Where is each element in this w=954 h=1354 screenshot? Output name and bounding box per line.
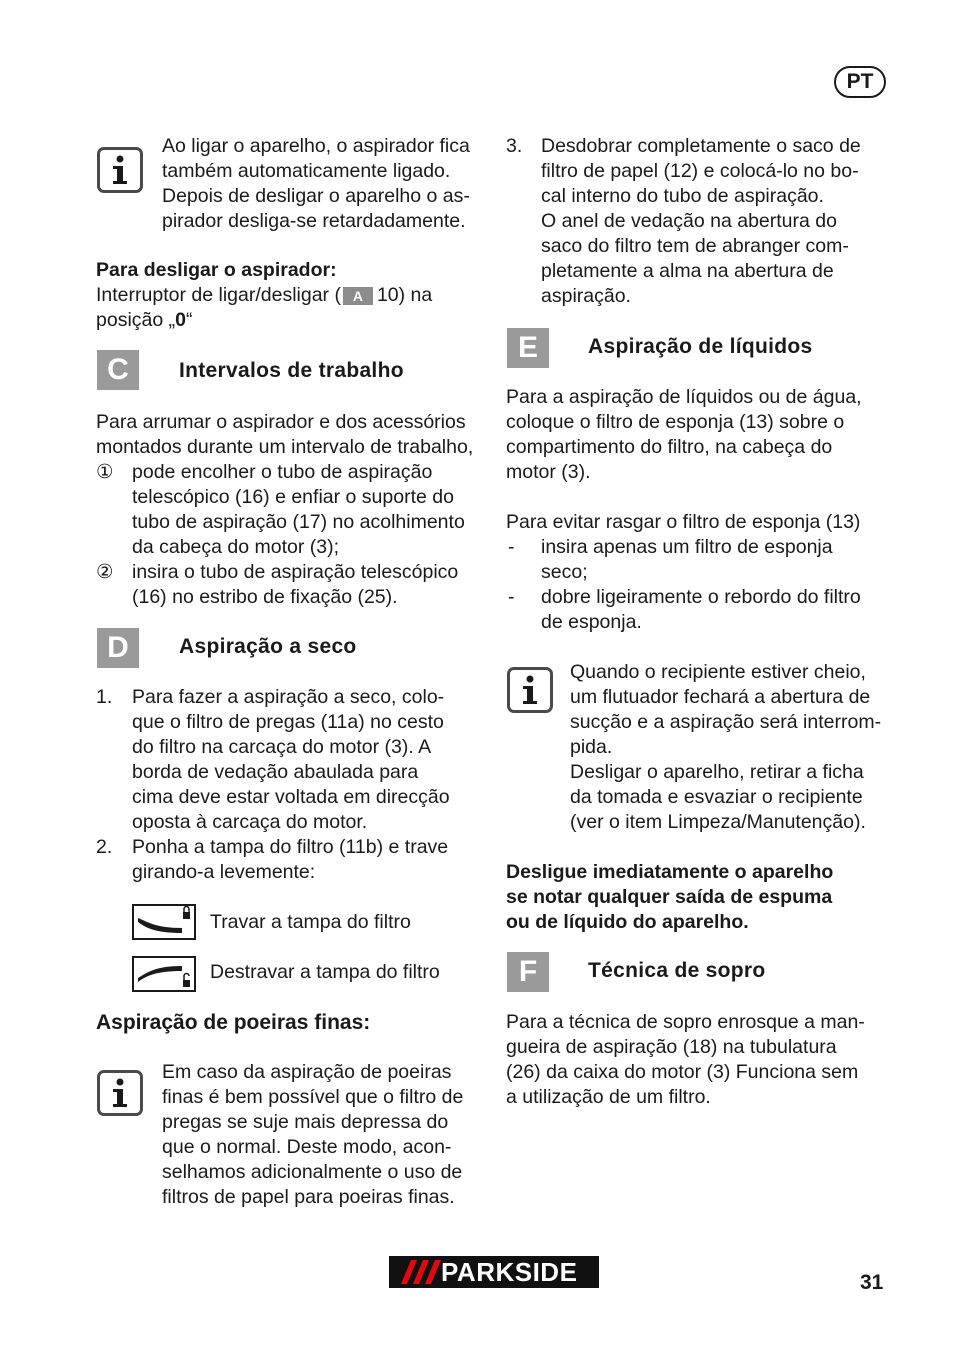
info-icon	[97, 1070, 143, 1116]
list-item: Para fazer a aspiração a seco, colo- que o filtro de pregas (11a) no cesto do filtro na carcaça do motor (3). A borda de vedação abaulada para cima deve estar voltada em direcção oposta à carcaça do motor.	[132, 686, 450, 833]
warning-text: Desligue imediatamente o aparelho se notar qualquer saída de espuma ou de líquido do aparelho.	[506, 861, 834, 933]
section-e-marker: E	[507, 328, 549, 368]
lock-filter-lid-icon	[132, 904, 196, 940]
info-note-fine-dust: Em caso da aspiração de poeiras finas é bem possível que o filtro de pregas se suje mais depressa do que o normal. Deste modo, acon- selhamos adicionalmente o uso de filtros de papel para poeiras finas.	[162, 1061, 464, 1208]
section-e-paragraph-2: Para evitar rasgar o filtro de esponja (13)	[506, 511, 861, 533]
list-marker: 1.	[96, 686, 113, 708]
section-d-marker: D	[97, 628, 139, 668]
list-marker: 2.	[96, 836, 113, 858]
info-note-float: Quando o recipiente estiver cheio, um flutuador fechará a abertura de sucção e a aspiração será interrom- pida. Desligar o aparelho, retirar a ficha da tomada e esvaziar o recipiente (ver o item Limpeza/Manutenção).	[570, 661, 882, 833]
unlock-filter-lid-icon	[132, 956, 196, 992]
page-number: 31	[860, 1271, 884, 1294]
list-marker: ①	[96, 461, 114, 483]
fine-dust-title: Aspiração de poeiras finas:	[96, 1011, 371, 1034]
info-icon	[507, 667, 553, 713]
list-item: Desdobrar completamente o saco de filtro de papel (12) e colocá-lo no bo- cal interno do tubo de aspiração. O anel de vedação na abertura do saco do filtro tem de abranger com- pletamente a alma na abertura de aspiração.	[541, 135, 861, 307]
list-item: insira apenas um filtro de esponja seco;	[541, 536, 833, 583]
list-item: Ponha a tampa do filtro (11b) e trave girando-a levemente:	[132, 836, 449, 883]
section-f-marker: F	[507, 952, 549, 992]
section-c-marker: C	[97, 350, 139, 390]
brand-name: PARKSIDE	[441, 1257, 578, 1287]
section-e-title: Aspiração de líquidos	[588, 335, 813, 358]
section-f-title: Técnica de sopro	[588, 959, 766, 982]
bullet-marker: -	[508, 536, 515, 558]
section-c-intro: Para arrumar o aspirador e dos acessórios montados durante um intervalo de trabalho,	[96, 411, 474, 458]
section-e-paragraph: Para a aspiração de líquidos ou de água, coloque o filtro de esponja (13) sobre o compartimento do filtro, na cabeça do motor (3).	[506, 386, 862, 483]
section-f-paragraph: Para a técnica de sopro enrosque a man- gueira de aspiração (18) na tubulatura (26) da caixa do motor (3) Funciona sem a utilização de um filtro.	[506, 1011, 865, 1108]
info-icon	[97, 147, 143, 193]
language-badge: PT	[834, 66, 886, 98]
figure-a-badge: A	[343, 287, 373, 305]
parkside-logo	[389, 1256, 599, 1288]
list-item: insira o tubo de aspiração telescópico (16) no estribo de fixação (25).	[132, 561, 459, 608]
switch-off-instructions: Para desligar o aspirador: Interruptor de ligar/desligar ( A 10) na posição „0“	[96, 258, 496, 333]
list-item: dobre ligeiramente o rebordo do filtro de esponja.	[541, 586, 861, 633]
list-item: pode encolher o tubo de aspiração telescópico (16) e enfiar o suporte do tubo de aspiração (17) no acolhimento da cabeça do motor (3);	[132, 461, 465, 558]
unlock-label: Destravar a tampa do filtro	[210, 961, 440, 983]
section-d-title: Aspiração a seco	[179, 635, 357, 658]
list-marker: 3.	[506, 135, 523, 157]
bullet-marker: -	[508, 586, 515, 608]
lock-label: Travar a tampa do filtro	[210, 911, 411, 933]
list-marker: ②	[96, 561, 114, 583]
info-note-auto-start: Ao ligar o aparelho, o aspirador fica também automaticamente ligado. Depois de desligar o aparelho o as- pirador desliga-se retardadamente.	[162, 135, 470, 232]
section-c-title: Intervalos de trabalho	[179, 359, 404, 382]
switch-off-title: Para desligar o aspirador:	[96, 259, 337, 281]
